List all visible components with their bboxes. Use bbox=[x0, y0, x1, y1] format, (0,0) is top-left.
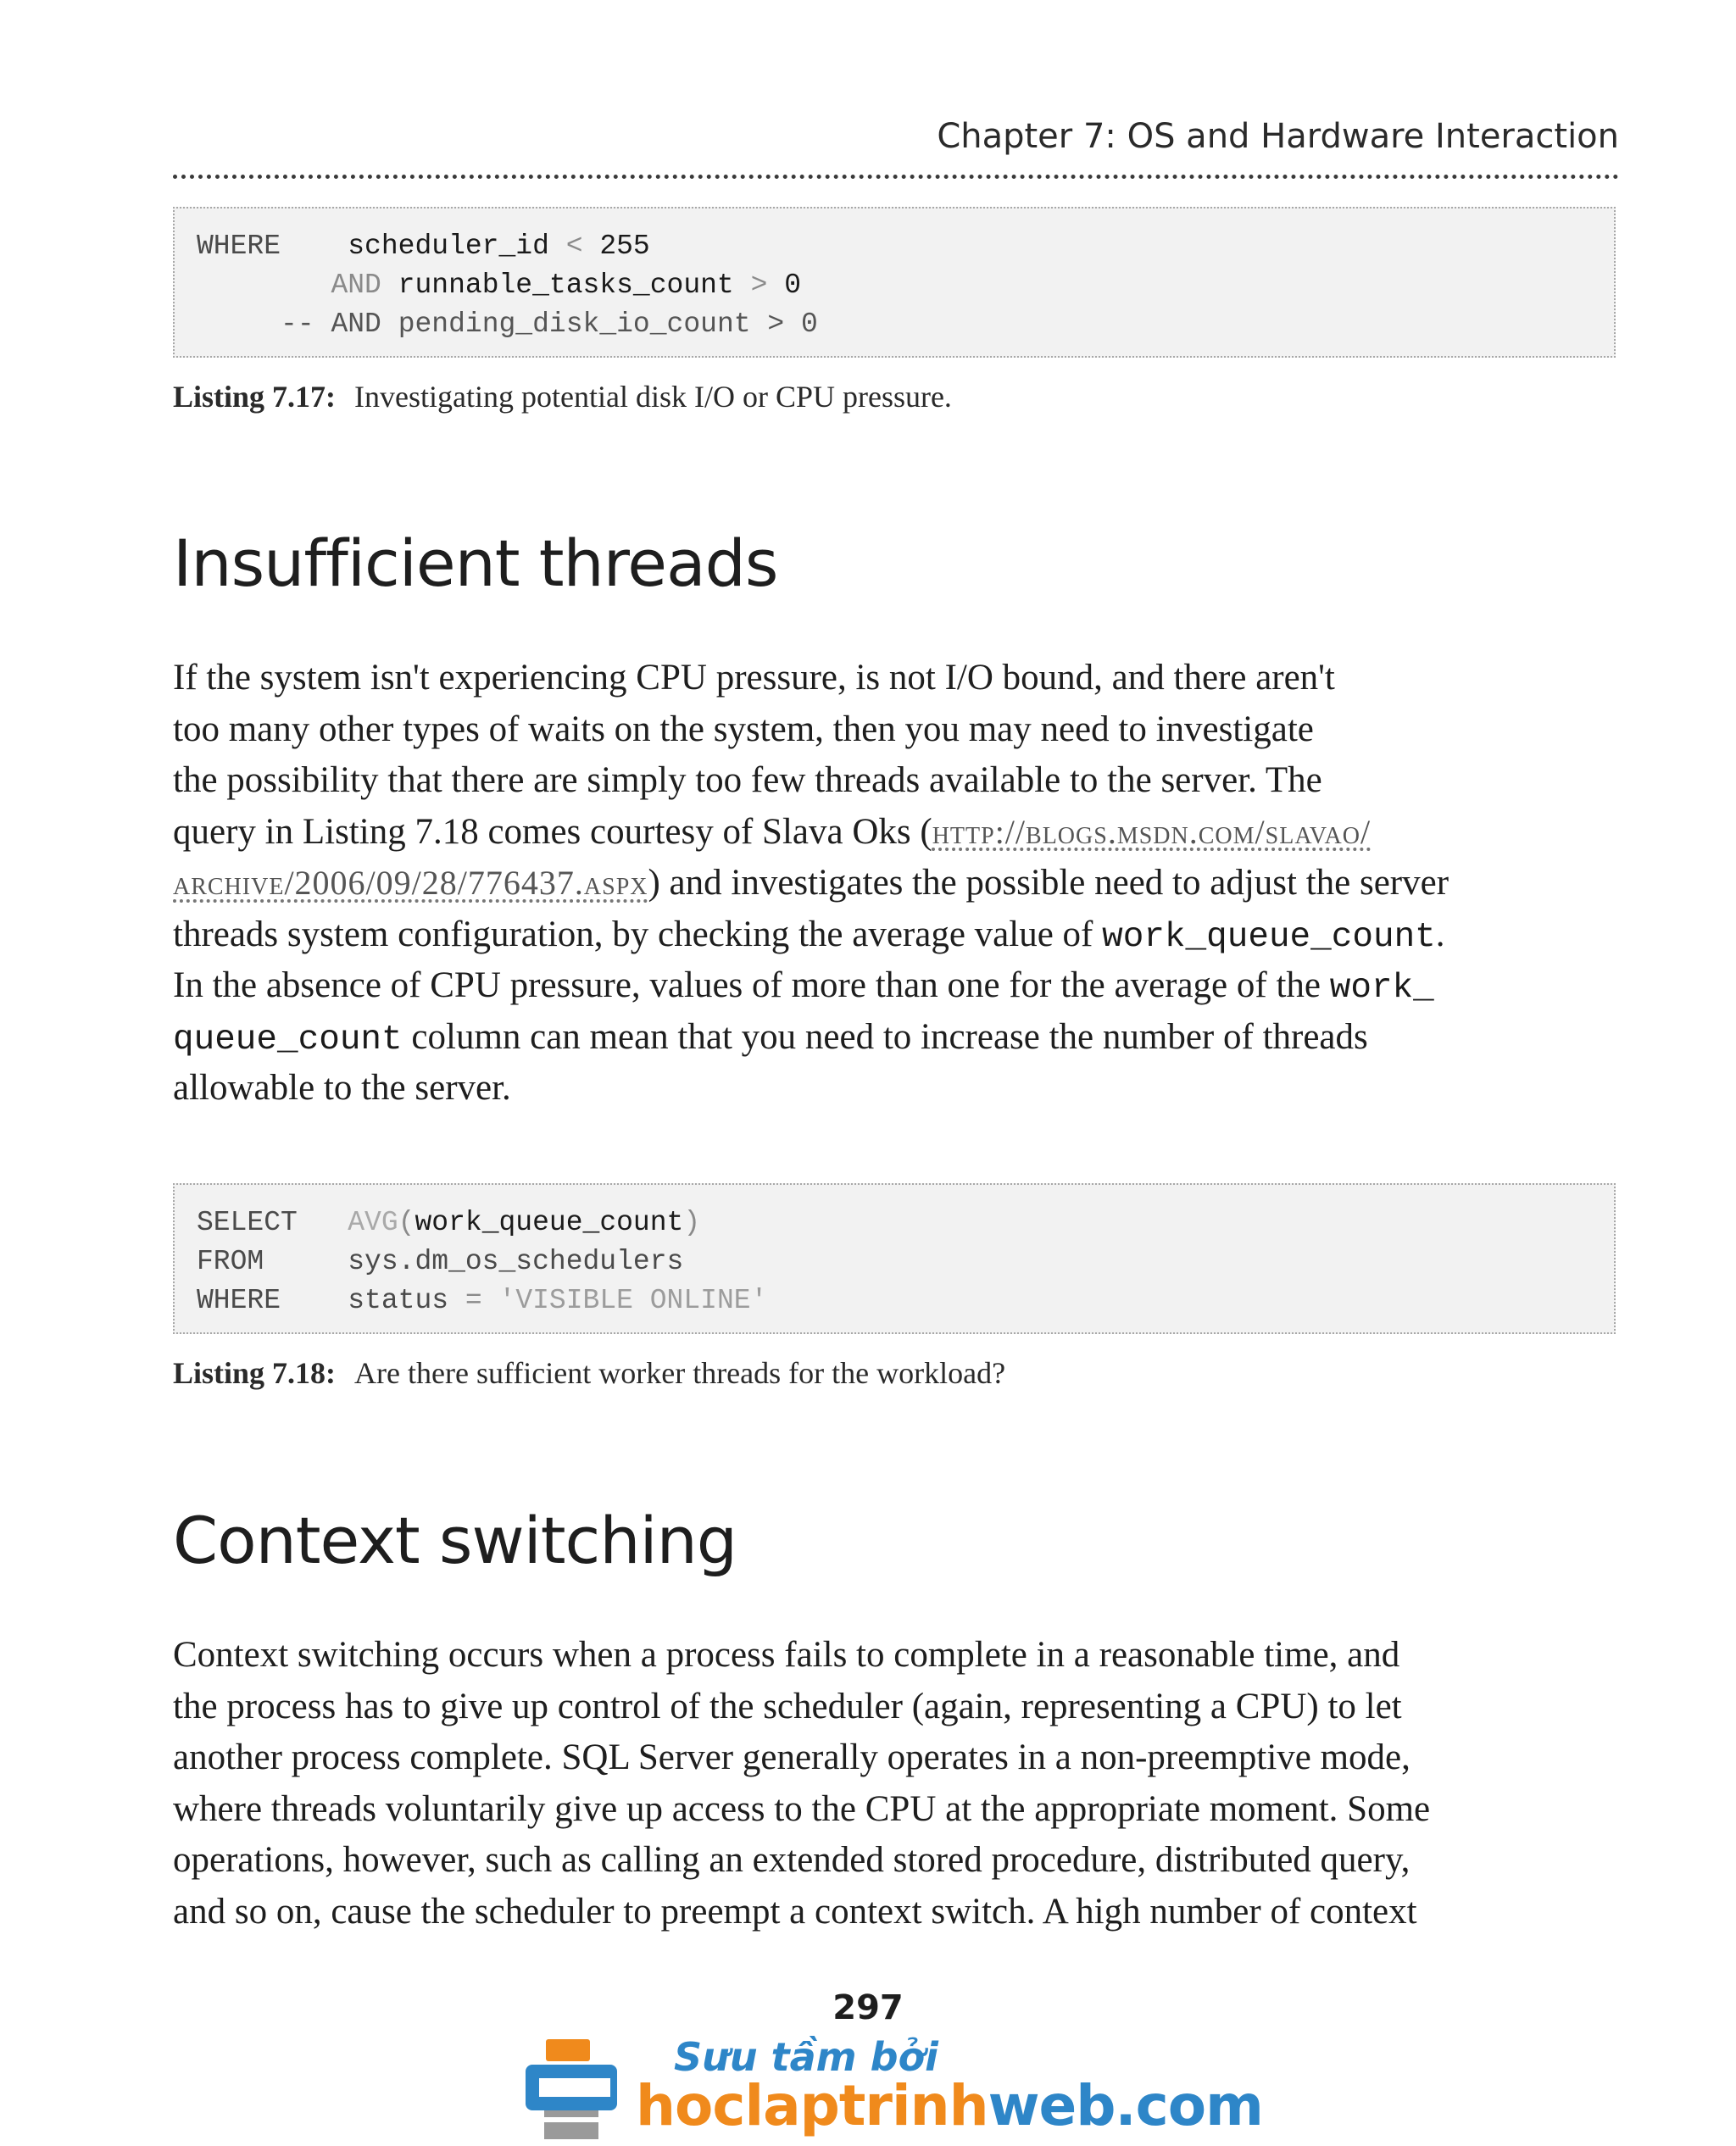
code-line: WHERE status = 'VISIBLE ONLINE' bbox=[197, 1285, 768, 1316]
code-block-listing-7-17 bbox=[173, 207, 1616, 358]
code-line: -- AND pending_disk_io_count > 0 bbox=[281, 309, 818, 340]
header-divider bbox=[173, 175, 1619, 179]
code-line: FROM sys.dm_os_schedulers bbox=[197, 1246, 684, 1277]
chapter-header: Chapter 7: OS and Hardware Interaction bbox=[937, 117, 1619, 156]
code-block-listing-7-18 bbox=[173, 1183, 1616, 1334]
code-line: WHERE scheduler_id < 255 bbox=[197, 231, 650, 262]
blog-link-continued[interactable]: archive/2006/09/28/776437.aspx bbox=[173, 864, 648, 902]
code-line: SELECT AVG(work_queue_count) bbox=[197, 1207, 701, 1238]
inline-code: work_queue_count bbox=[1102, 917, 1436, 957]
code-line: AND runnable_tasks_count > 0 bbox=[331, 270, 801, 301]
paragraph-context-switching: Context switching occurs when a process fails to complete in a reasonable time, and the process has to give up control of the scheduler (again, representing a CPU) to let another process complete. SQL Server generally operates in a non-preemptive mode, where threads voluntarily give up access to the CPU at the appropriate moment. Some operations, however, such as calling an extended stored procedure, distributed query, and so on, cause the scheduler to preempt a context switch. A high number of context bbox=[173, 1635, 1431, 1932]
watermark-logo bbox=[526, 2034, 1263, 2141]
section-heading-context-switching: Context switching bbox=[173, 1503, 737, 1578]
printer-logo-icon bbox=[526, 2039, 627, 2146]
watermark-tagline: Sưu tầm bởi bbox=[674, 2034, 938, 2080]
listing-caption-7-17: Listing 7.17: Investigating potential disk I/O or CPU pressure. bbox=[173, 380, 952, 414]
inline-code: queue_count bbox=[173, 1020, 403, 1059]
watermark-site: hoclaptrinhweb.com bbox=[636, 2073, 1263, 2138]
page-number: 297 bbox=[832, 1988, 904, 2027]
inline-code: work_ bbox=[1329, 969, 1434, 1008]
paragraph-insufficient-threads: If the system isn't experiencing CPU pressure, is not I/O bound, and there aren't too many other types of waits on the system, then you may need to investigate the possibility that there are simply too few threads available to the server. The query in Listing 7.18 comes courtesy of Slava Oks (http://blogs.msdn.com/slavao/ archive/2006/09/28/776437.aspx) and investigates the possible need to adjust the server threads system configuration, by checking the average value of work_queue_count. In the absence of CPU pressure, values of more than one for the average of the work_ queue_count column can mean that you need to increase the number of threads allowable to the server. bbox=[173, 658, 1449, 1108]
listing-caption-7-18: Listing 7.18: Are there sufficient worker threads for the workload? bbox=[173, 1356, 1006, 1390]
section-heading-insufficient-threads: Insufficient threads bbox=[173, 525, 778, 601]
blog-link[interactable]: http://blogs.msdn.com/slavao/ bbox=[932, 812, 1372, 851]
